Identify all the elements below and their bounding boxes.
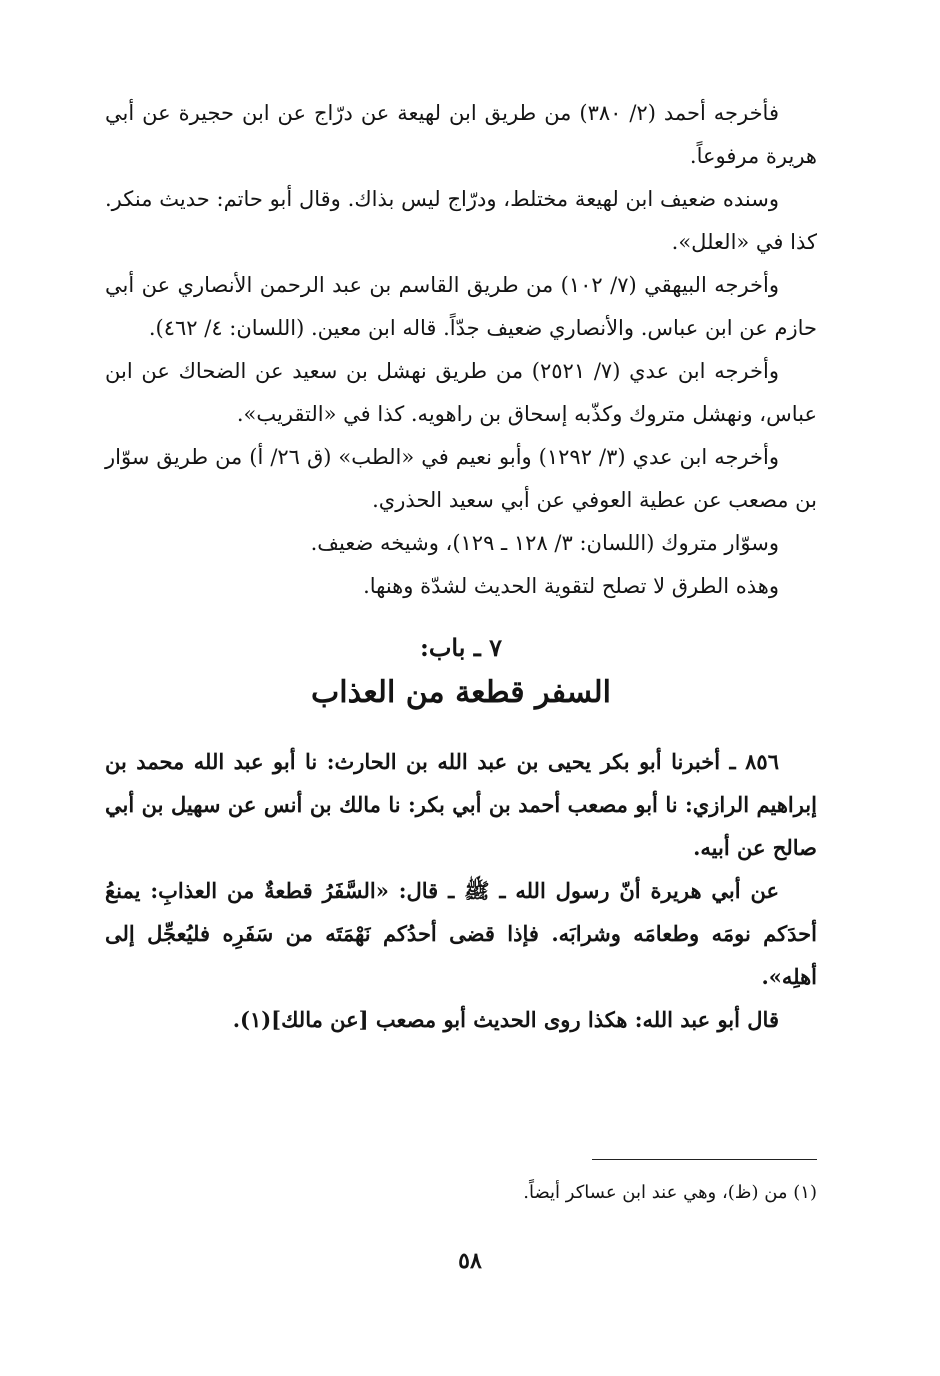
- footnote: (١) من (ظ)، وهي عند ابن عساكر أيضاً.: [523, 1182, 817, 1203]
- paragraph-isnad-weak: وسنده ضعيف ابن لهيعة مختلط، ودرّاج ليس بذاك. وقال أبو حاتم: حديث منكر. كذا في «العلل».: [105, 187, 817, 254]
- paragraph-ibn-adi-2: وأخرجه ابن عدي (٣/ ١٢٩٢) وأبو نعيم في «الطب» (ق ٢٦/ أ) من طريق سوّار بن مصعب عن عطية العوفي عن أبي سعيد الحذري.: [105, 445, 817, 512]
- hadith-matn: عن أبي هريرة أنّ رسول الله ـ ﷺ ـ قال: «السَّفَرُ قطعةٌ من العذابِ: يمنعُ أحدَكم نومَه وطعامَه وشرابَه. فإذا قضى أحدُكم نَهْمَتَه من سَفَرِه فليُعجِّل إلى أهلِه».: [105, 878, 817, 989]
- paragraph-sawwar: وسوّار متروك (اللسان: ٣/ ١٢٨ ـ ١٢٩)، وشيخه ضعيف.: [310, 531, 779, 555]
- paragraph-conclusion: وهذه الطرق لا تصلح لتقوية الحديث لشدّة وهنها.: [363, 574, 779, 598]
- section-heading: ٧ ـ باب:: [419, 633, 503, 662]
- page-body: [105, 92, 817, 1041]
- paragraph-bayhaqi: وأخرجه البيهقي (٧/ ١٠٢) من طريق القاسم بن عبد الرحمن الأنصاري عن أبي حازم عن ابن عباس. والأنصاري ضعيف جدّاً. قاله ابن معين. (اللسان: ٤/ ٤٦٢).: [105, 273, 817, 340]
- paragraph-ibn-adi-1: وأخرجه ابن عدي (٧/ ٢٥٢١) من طريق نهشل بن سعيد عن الضحاك عن ابن عباس، ونهشل متروك وكذّبه إسحاق بن راهويه. كذا في «التقريب».: [105, 359, 817, 426]
- paragraph-ahmad: فأخرجه أحمد (٢/ ٣٨٠) من طريق ابن لهيعة عن درّاج عن ابن حجيرة عن أبي هريرة مرفوعاً.: [105, 101, 817, 168]
- hadith-comment: قال أبو عبد الله: هكذا روى الحديث أبو مصعب [عن مالك](١).: [232, 1007, 779, 1032]
- page-number: ٥٨: [458, 1248, 482, 1274]
- section-title: السفر قطعة من العذاب: [311, 675, 611, 710]
- hadith-isnad: ٨٥٦ ـ أخبرنا أبو بكر يحيى بن عبد الله بن الحارث: نا أبو عبد الله محمد بن إبراهيم الرازي: نا أبو مصعب أحمد بن أبي بكر: نا مالك بن أنس عن سهيل بن أبي صالح عن أبيه.: [105, 749, 817, 860]
- footnote-divider: [592, 1159, 817, 1160]
